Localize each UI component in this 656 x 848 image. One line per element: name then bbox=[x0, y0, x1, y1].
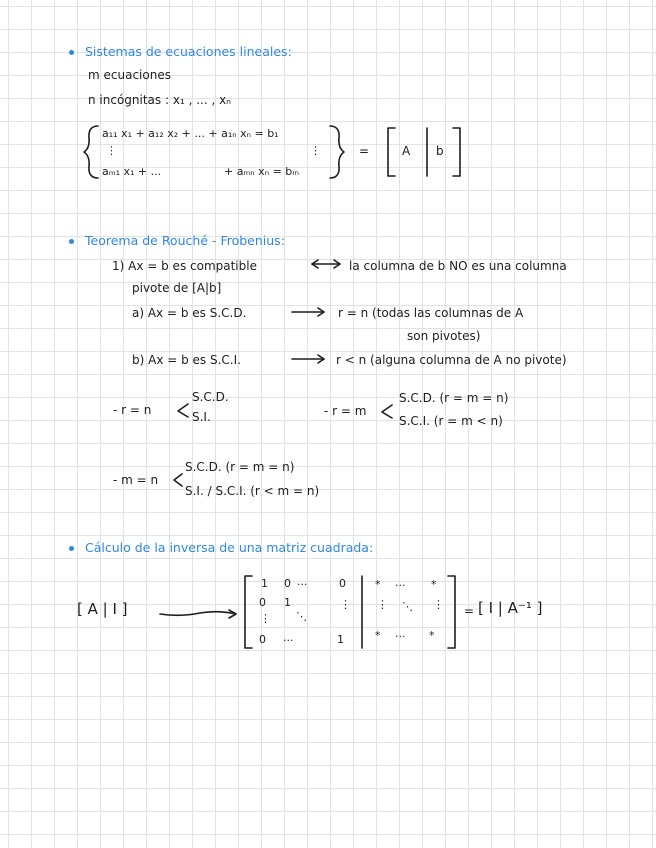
point-1-consequence: la columna de b NO es una columna bbox=[349, 259, 567, 273]
identity-1-diag: 1 bbox=[284, 596, 291, 609]
matrix-A: A bbox=[402, 144, 411, 158]
case-r-n-si: S.I. bbox=[192, 410, 211, 424]
vector-b: b bbox=[436, 144, 444, 158]
inverse-star: * bbox=[431, 578, 437, 591]
identity-vdots: ⋮ bbox=[340, 598, 351, 611]
case-m-n-scd: S.C.D. (r = m = n) bbox=[185, 460, 295, 474]
system-row-1: a₁₁ x₁ + a₁₂ x₂ + ... + a₁ₙ xₙ = b₁ bbox=[102, 127, 279, 140]
identity-dots: ... bbox=[297, 575, 308, 588]
identity-0: 0 bbox=[339, 577, 346, 590]
line-ecuaciones: m ecuaciones bbox=[88, 68, 171, 82]
point-1-pivote: pivote de [A|b] bbox=[132, 281, 222, 295]
augmented-A-I: [ A | I ] bbox=[77, 600, 128, 618]
case-r-n: - r = n bbox=[113, 403, 152, 417]
equals-sign: = bbox=[464, 604, 475, 618]
system-row-2-vdots: ⋮ bbox=[106, 144, 117, 157]
augmented-I-Ainv: [ I | A⁻¹ ] bbox=[478, 599, 543, 617]
case-m-n-si-sci: S.I. / S.C.I. (r < m = n) bbox=[185, 484, 320, 498]
inverse-vdots: ⋮ bbox=[433, 598, 444, 611]
system-row-2-vdots-right: ⋮ bbox=[310, 144, 321, 157]
section-title-rouche: Teorema de Rouché - Frobenius: bbox=[85, 233, 285, 248]
case-a-result-cont: son pivotes) bbox=[407, 329, 481, 343]
system-row-3-right: + aₘₙ xₙ = bₘ bbox=[224, 165, 300, 178]
case-m-n: - m = n bbox=[113, 473, 159, 487]
identity-1-bottom: 1 bbox=[337, 633, 344, 646]
identity-vdots: ⋮ bbox=[260, 612, 271, 625]
inverse-dots: ... bbox=[395, 576, 406, 589]
identity-0: 0 bbox=[284, 577, 291, 590]
identity-1-top: 1 bbox=[261, 577, 268, 590]
case-b-result: r < n (alguna columna de A no pivote) bbox=[336, 353, 567, 367]
inverse-star: * bbox=[375, 629, 381, 642]
identity-0: 0 bbox=[259, 596, 266, 609]
case-r-m-scd: S.C.D. (r = m = n) bbox=[399, 391, 509, 405]
case-b: b) Ax = b es S.C.I. bbox=[132, 353, 241, 367]
case-a-result: r = n (todas las columnas de A bbox=[338, 306, 524, 320]
inverse-star: * bbox=[429, 629, 435, 642]
case-r-n-scd: S.C.D. bbox=[192, 390, 229, 404]
identity-dots: ... bbox=[283, 631, 294, 644]
line-incognitas: n incógnitas : x₁ , ... , xₙ bbox=[88, 93, 231, 107]
point-1: 1) Ax = b es compatible bbox=[112, 259, 257, 273]
identity-ddots: ⋱ bbox=[296, 610, 307, 623]
case-r-m: - r = m bbox=[324, 404, 367, 418]
identity-0: 0 bbox=[259, 633, 266, 646]
section-title-inversa: Cálculo de la inversa de una matriz cuadrada: bbox=[85, 540, 374, 555]
section-title-sistemas: Sistemas de ecuaciones lineales: bbox=[85, 44, 292, 59]
inverse-star: * bbox=[375, 578, 381, 591]
inverse-dots: ... bbox=[395, 627, 406, 640]
system-row-3-left: aₘ₁ x₁ + ... bbox=[102, 165, 162, 178]
equals-sign: = bbox=[359, 144, 370, 158]
inverse-vdots: ⋮ bbox=[377, 598, 388, 611]
inverse-ddots: ⋱ bbox=[402, 600, 413, 613]
case-a: a) Ax = b es S.C.D. bbox=[132, 306, 247, 320]
case-r-m-sci: S.C.I. (r = m < n) bbox=[399, 414, 503, 428]
